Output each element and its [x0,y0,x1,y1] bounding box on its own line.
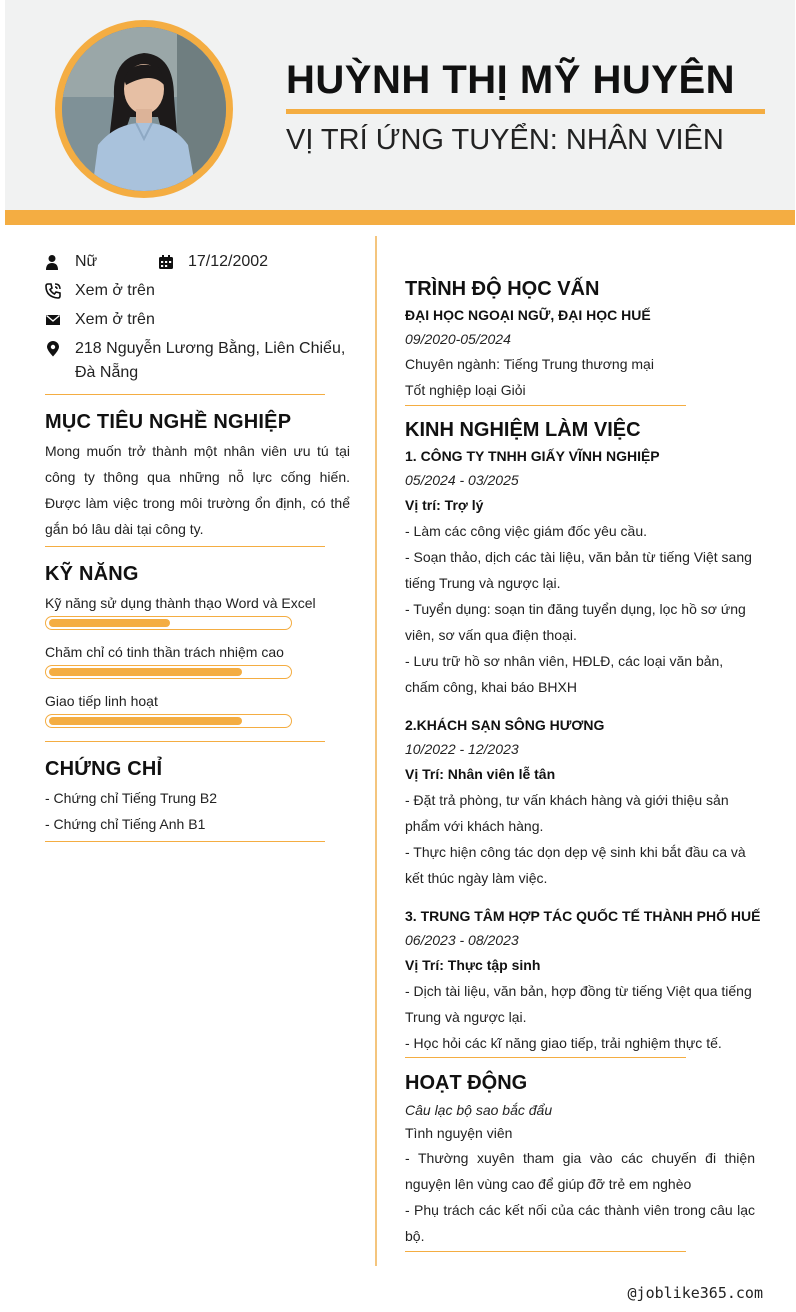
skill-label: Chăm chỉ có tinh thần trách nhiệm cao [45,644,284,660]
job-company: 2.KHÁCH SẠN SÔNG HƯƠNG [405,717,605,733]
contact-phone [45,279,345,303]
address-value: 218 Nguyễn Lương Bằng, Liên Chiểu, Đà Nẵng [75,340,346,381]
contact-address [45,337,360,385]
activities-role: Tình nguyện viên [405,1125,513,1141]
activities-title: HOẠT ĐỘNG [405,1072,528,1094]
job-duty: - Soạn thảo, dịch các tài liệu, văn bản từ tiếng Việt sang tiếng Trung và ngược lại. [405,549,752,591]
job-date: 05/2024 - 03/2025 [405,472,519,488]
education-school: ĐẠI HỌC NGOẠI NGỮ, ĐẠI HỌC HUẾ [405,307,651,323]
candidate-name: HUỲNH THỊ MỸ HUYÊN [286,58,736,102]
job-duty: - Dịch tài liệu, văn bản, hợp đồng từ tiếng Việt qua tiếng Trung và ngược lại. [405,983,752,1025]
job-duty: - Thực hiện công tác dọn dẹp vệ sinh khi bắt đầu ca và kết thúc ngày làm việc. [405,844,746,886]
job-duty: - Lưu trữ hồ sơ nhân viên, HĐLĐ, các loại văn bản, chấm công, khai báo BHXH [405,653,724,695]
divider-contact [45,394,325,395]
job-company: 3. TRUNG TÂM HỢP TÁC QUỐC TẾ THÀNH PHỐ HUẾ [405,908,761,924]
phone-value: Xem ở trên [75,282,155,299]
envelope-icon [45,308,75,332]
person-icon [45,250,75,274]
gender-value: Nữ [75,253,98,270]
certificates-title: CHỨNG CHỈ [45,758,163,780]
skill-progress-bar [45,714,292,728]
activities-item: - Phụ trách các kết nối của các thành viên trong câu lạc bộ. [405,1202,755,1244]
skill-progress-bar [45,616,292,630]
contact-birthday [158,250,358,274]
divider-skills [45,741,325,742]
skill-progress-fill [49,668,242,676]
job-duty: - Tuyển dụng: soạn tin đăng tuyển dụng, lọc hồ sơ ứng viên, sơ vấn qua điện thoại. [405,601,746,643]
job-duty: - Làm các công việc giám đốc yêu cầu. [405,523,648,539]
avatar [62,27,226,191]
header-accent-band [5,210,795,225]
job-role: Vị Trí: Nhân viên lễ tân [405,766,556,782]
footer-watermark: @joblike365.com [627,1284,763,1302]
contact-email [45,308,345,332]
skills-title: KỸ NĂNG [45,563,139,585]
divider-experience [405,1057,686,1058]
location-pin-icon [45,337,75,361]
job-role: Vị Trí: Thực tập sinh [405,957,541,973]
activities-club: Câu lạc bộ sao bắc đẩu [405,1102,553,1118]
contact-gender [45,250,155,274]
applied-position: VỊ TRÍ ỨNG TUYỂN: NHÂN VIÊN [286,124,724,156]
certificate-item: - Chứng chỉ Tiếng Anh B1 [45,816,206,832]
education-grade: Tốt nghiệp loại Giỏi [405,382,526,398]
skill-progress-fill [49,717,242,725]
column-divider [375,236,377,1266]
skill-progress-fill [49,619,170,627]
name-underline [286,109,765,114]
avatar-photo [62,27,226,191]
job-role: Vị trí: Trợ lý [405,497,484,513]
divider-certificates [45,841,325,842]
skill-label: Giao tiếp linh hoạt [45,693,158,709]
job-date: 06/2023 - 08/2023 [405,932,519,948]
job-duty: - Đặt trả phòng, tư vấn khách hàng và giới thiệu sản phẩm với khách hàng. [405,792,729,834]
experience-title: KINH NGHIỆM LÀM VIỆC [405,419,641,441]
education-major: Chuyên ngành: Tiếng Trung thương mại [405,356,654,372]
skill-progress-bar [45,665,292,679]
education-date: 09/2020-05/2024 [405,331,511,347]
job-company: 1. CÔNG TY TNHH GIẤY VĨNH NGHIỆP [405,448,660,464]
certificate-item: - Chứng chỉ Tiếng Trung B2 [45,790,218,806]
divider-activities [405,1251,686,1252]
skill-label: Kỹ năng sử dụng thành thạo Word và Excel [45,595,316,611]
objective-text: Mong muốn trở thành một nhân viên ưu tú tại công ty thông qua những nỗ lực cống hiến. Được làm việc trong môi trường ổn định, có thể gắn bó lâu dài tại công ty. [45,443,350,537]
objective-title: MỤC TIÊU NGHỀ NGHIỆP [45,411,292,433]
job-duty: - Học hỏi các kĩ năng giao tiếp, trải nghiệm thực tế. [405,1035,722,1051]
divider-education [405,405,686,406]
birthday-value: 17/12/2002 [188,253,269,270]
divider-objective [45,546,325,547]
activities-item: - Thường xuyên tham gia vào các chuyến đi thiện nguyện lên vùng cao để giúp đỡ trẻ em nghèo [405,1150,755,1192]
phone-icon [45,279,75,303]
job-date: 10/2022 - 12/2023 [405,741,519,757]
calendar-icon [158,250,188,274]
email-value: Xem ở trên [75,311,155,328]
education-title: TRÌNH ĐỘ HỌC VẤN [405,278,600,300]
